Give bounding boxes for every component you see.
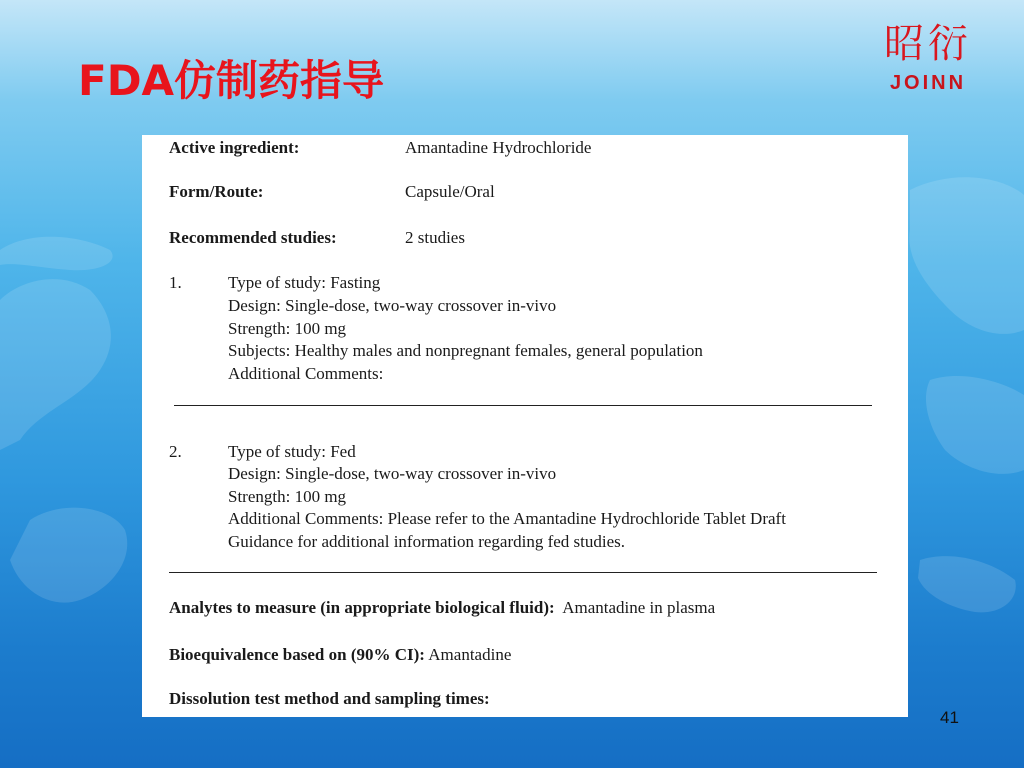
recommended-studies-label: Recommended studies: <box>169 228 337 247</box>
bioequivalence-row <box>169 644 511 666</box>
form-route-value: Capsule/Oral <box>405 182 495 201</box>
separator-line <box>174 405 872 406</box>
analytes-row <box>169 597 715 619</box>
study-2-comments-line-2: Guidance for additional information regarding fed studies. <box>228 532 626 551</box>
form-route-row <box>169 181 495 203</box>
dissolution-row <box>169 688 490 710</box>
study-1-subjects: Subjects: Healthy males and nonpregnant females, general population <box>228 341 703 360</box>
study-1-design: Design: Single-dose, two-way crossover in-vivo <box>228 296 557 315</box>
slide-title: FDA仿制药指导 <box>78 56 385 105</box>
separator-line <box>169 572 877 573</box>
dissolution-label: Dissolution test method and sampling times: <box>169 689 490 708</box>
company-logo <box>868 20 988 100</box>
study-1-number: 1. <box>169 273 182 292</box>
guidance-document <box>142 135 908 717</box>
study-2-type: Type of study: Fed <box>228 442 356 461</box>
page-number: 41 <box>940 708 959 727</box>
recommended-studies-row <box>169 227 465 249</box>
analytes-value: Amantadine in plasma <box>562 598 716 617</box>
logo-chinese-text: 昭衍 <box>884 21 972 67</box>
active-ingredient-row <box>169 137 592 159</box>
active-ingredient-value: Amantadine Hydrochloride <box>405 138 592 157</box>
study-2-number: 2. <box>169 442 182 461</box>
bioequivalence-label: Bioequivalence based on (90% CI): <box>169 645 425 664</box>
study-2-strength: Strength: 100 mg <box>228 487 347 506</box>
active-ingredient-label: Active ingredient: <box>169 138 300 157</box>
study-1-comments: Additional Comments: <box>228 364 384 383</box>
study-2-comments-line-1: Additional Comments: Please refer to the Amantadine Hydrochloride Tablet Draft <box>228 509 786 528</box>
form-route-label: Form/Route: <box>169 182 264 201</box>
bioequivalence-value: Amantadine <box>428 645 512 664</box>
study-2-design: Design: Single-dose, two-way crossover in-vivo <box>228 464 557 483</box>
logo-english-text: JOINN <box>889 72 967 94</box>
recommended-studies-value: 2 studies <box>405 228 465 247</box>
analytes-label: Analytes to measure (in appropriate biological fluid): <box>169 598 555 617</box>
study-1-strength: Strength: 100 mg <box>228 319 347 338</box>
study-1-type: Type of study: Fasting <box>228 273 381 292</box>
